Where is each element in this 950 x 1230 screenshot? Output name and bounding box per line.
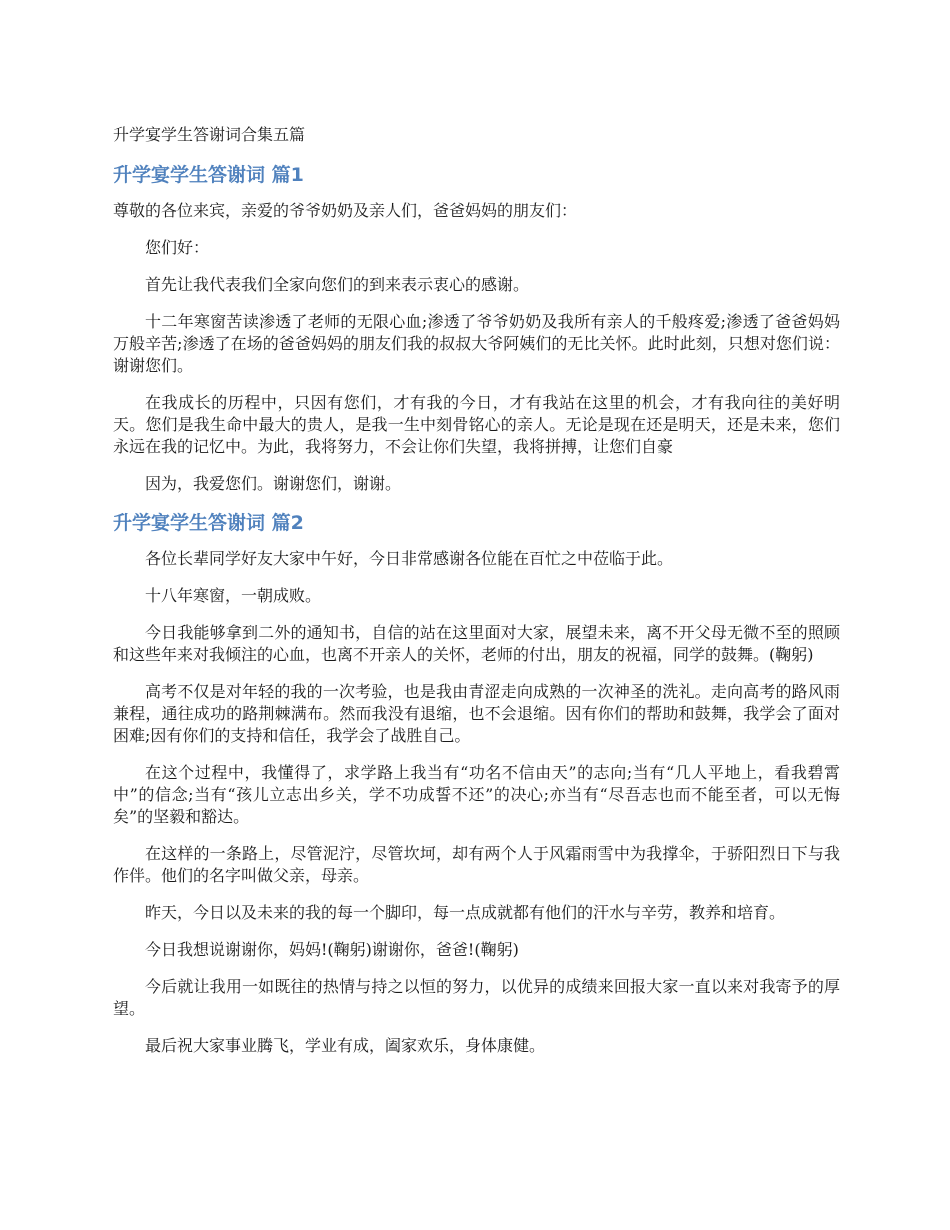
paragraph: 您们好： [145,238,210,257]
paragraph: 在这样的一条路上，尽管泥泞，尽管坎坷，却有两个人于风霜雨雪中为我撑伞，于骄阳烈日下与我作伴。他们的名字叫做父亲，母亲。 [113,844,840,885]
section-2 [113,510,840,1057]
paragraph: 昨天，今日以及未来的我的每一个脚印，每一点成就都有他们的汗水与辛劳，教养和培育。 [145,903,786,922]
section-1 [113,162,840,495]
paragraph: 尊敬的各位来宾，亲爱的爷爷奶奶及亲人们，爸爸妈妈的朋友们： [113,201,578,220]
paragraph: 因为，我爱您们。谢谢您们，谢谢。 [145,474,402,493]
paragraph: 十二年寒窗苦读渗透了老师的无限心血;渗透了爷爷奶奶及我所有亲人的千般疼爱;渗透了爸爸妈妈万般辛苦;渗透了在场的爸爸妈妈的朋友们我的叔叔大爷阿姨们的无比关怀。此时此刻，只想对您们说：谢谢您们。 [113,312,840,375]
paragraph: 首先让我代表我们全家向您们的到来表示衷心的感谢。 [145,275,530,294]
section-heading-2: 升学宴学生答谢词 篇2 [113,512,304,534]
section-heading-1: 升学宴学生答谢词 篇1 [113,164,304,186]
document-title: 升学宴学生答谢词合集五篇 [113,125,306,144]
paragraph: 高考不仅是对年轻的我的一次考验，也是我由青涩走向成熟的一次神圣的洗礼。走向高考的路风雨兼程，通往成功的路荆棘满布。然而我没有退缩，也不会退缩。因有你们的帮助和鼓舞，我学会了面对困难;因有你们的支持和信任，我学会了战胜自己。 [113,682,840,745]
paragraph: 今日我想说谢谢你，妈妈!(鞠躬)谢谢你，爸爸!(鞠躬) [145,940,519,959]
paragraph: 今日我能够拿到二外的通知书，自信的站在这里面对大家，展望未来，离不开父母无微不至的照顾和这些年来对我倾注的心血，也离不开亲人的关怀，老师的付出，朋友的祝福，同学的鼓舞。(鞠躬) [113,623,840,664]
paragraph: 最后祝大家事业腾飞，学业有成，阖家欢乐，身体康健。 [145,1036,546,1055]
paragraph: 在我成长的历程中，只因有您们，才有我的今日，才有我站在这里的机会，才有我向往的美好明天。您们是我生命中最大的贵人，是我一生中刻骨铭心的亲人。无论是现在还是明天，还是未来，您们永远在我的记忆中。为此，我将努力，不会让你们失望，我将拼搏，让您们自豪 [113,393,840,456]
paragraph: 今后就让我用一如既往的热情与持之以恒的努力，以优异的成绩来回报大家一直以来对我寄予的厚望。 [113,977,840,1018]
document-page [113,124,840,1072]
paragraph: 十八年寒窗，一朝成败。 [145,586,322,605]
paragraph: 各位长辈同学好友大家中午好，今日非常感谢各位能在百忙之中莅临于此。 [145,549,674,568]
paragraph: 在这个过程中，我懂得了，求学路上我当有“功名不信由天”的志向;当有“几人平地上，看我碧霄中”的信念;当有“孩儿立志出乡关，学不功成誓不还”的决心;亦当有“尽吾志也而不能至者，可以无悔矣”的坚毅和豁达。 [113,763,840,826]
